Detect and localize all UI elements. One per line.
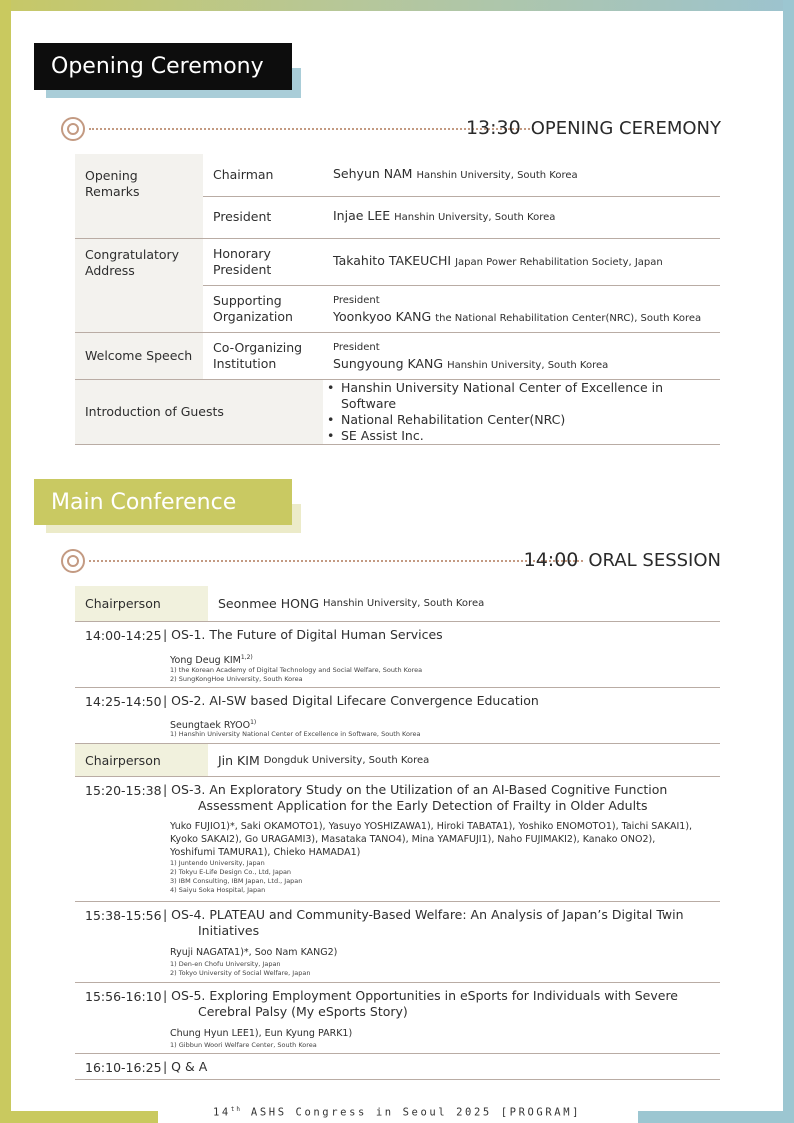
president-name: Injae LEE [333, 208, 391, 223]
top-border [0, 0, 794, 11]
chairperson-name: Seonmee HONG [218, 596, 320, 611]
session-row-os1 [75, 622, 720, 688]
chairperson-name-cell [218, 744, 429, 776]
session-time: 14:00 [523, 549, 579, 571]
session-name: ORAL SESSION [588, 550, 721, 571]
introduction-cell [75, 379, 323, 444]
opening-remarks-label: Opening Remarks [85, 168, 140, 199]
guests-list [323, 380, 710, 444]
oral-session-title [524, 549, 721, 571]
welcome-speech-label: Welcome Speech [85, 347, 193, 363]
opening-ceremony-title: Opening Ceremony [51, 54, 264, 79]
session-title: | Q & A [163, 1059, 208, 1074]
president-affiliation: Hanshin University, South Korea [394, 212, 556, 223]
opening-ceremony-table [75, 154, 720, 445]
coorg-name: Sungyoung KANG [333, 355, 444, 371]
author-names: Seungtaek RYOO [170, 720, 251, 732]
name-cell [323, 238, 720, 285]
opening-session-title [466, 117, 721, 139]
author-line: Yoshifumi TAMURA1), Chieko HAMADA1) [170, 847, 361, 858]
supporting-role: Supporting [213, 292, 282, 308]
role-cell [203, 332, 323, 379]
affiliation-line: 2) Tokyo University of Social Welfare, Japan [170, 969, 311, 977]
chairman-name: Sehyun NAM [333, 165, 413, 181]
author-line: Yuko FUJIO1)*, Saki OKAMOTO1), Yasuyo YOSHIZAWA1), Hiroki TABATA1), Yoshiko ENOMOTO1), Taichi SAKAI1), [170, 821, 693, 832]
guest-item: • National Rehabilitation Center(NRC) [323, 412, 710, 428]
honorary-affiliation: Japan Power Rehabilitation Society, Japan [455, 256, 663, 268]
session-title-line: | OS-3. An Exploratory Study on the Utilization of an AI-Based Cognitive Function [163, 782, 668, 797]
chairman-role: Chairman [213, 166, 274, 182]
session-title: | OS-1. The Future of Digital Human Services [163, 627, 443, 642]
chairperson-label: Chairperson [75, 586, 208, 621]
session-row-qa [75, 1054, 720, 1080]
left-border [0, 0, 11, 1123]
affiliation-line: 1) Juntendo University, Japan [170, 859, 265, 867]
affiliation-line: 1) the Korean Academy of Digital Technology and Social Welfare, South Korea [170, 666, 423, 674]
role-cell [203, 154, 323, 196]
chairperson-row [75, 586, 720, 622]
name-cell [323, 285, 720, 332]
welcome-speech-cell [75, 332, 203, 379]
affiliation-line: 4) Saiyu Soka Hospital, Japan [170, 886, 266, 894]
affiliation-line: 1) Gibbun Woori Welfare Center, South Korea [170, 1041, 317, 1049]
session-affiliations [170, 1041, 317, 1050]
footer-number: 14 [212, 1106, 231, 1119]
author-line: Kyoko SAKAI2), Go URAGAMI3), Masataka TANO4), Mina YAMAFUJI1), Naho FUJIMAKI2), Kanako ONO2), [170, 834, 656, 845]
circle-icon [61, 117, 85, 141]
session-row-os2 [75, 688, 720, 744]
session-time: 15:56-16:10 [85, 989, 162, 1004]
chairperson-name-cell [218, 586, 484, 621]
session-title [163, 782, 713, 814]
session-authors: Chung Hyun LEE1), Eun Kyung PARK1) [170, 1028, 353, 1039]
session-authors [170, 651, 710, 667]
supporting-role-2: Organization [213, 308, 293, 324]
session-row-os5 [75, 983, 720, 1054]
session-title-line: Assessment Application for the Early Detection of Frailty in Older Adults [198, 798, 648, 813]
affiliation-line: 1) Hanshin University National Center of Excellence in Software, South Korea [170, 730, 421, 738]
footer-title: ASHS Congress in Seoul 2025 [PROGRAM] [242, 1106, 582, 1119]
role-cell [203, 285, 323, 332]
dotted-divider [89, 560, 583, 562]
session-authors: Ryuji NAGATA1)*, Soo Nam KANG2) [170, 947, 338, 958]
session-title-line: | OS-5. Exploring Employment Opportunities in eSports for Individuals with Severe [163, 988, 679, 1003]
coorg-role-2: Institution [213, 355, 277, 371]
chairperson-row [75, 744, 720, 777]
circle-icon [61, 549, 85, 573]
affiliation-line: 3) IBM Consulting, IBM Japan, Ltd., Japan [170, 877, 303, 885]
session-row-os4 [75, 902, 720, 983]
role-cell [203, 196, 323, 238]
main-conference-title: Main Conference [51, 489, 237, 515]
coorg-role: Co-Organizing [213, 339, 303, 355]
chairperson-affiliation: Hanshin University, South Korea [323, 598, 485, 609]
congratulatory-cell [75, 238, 203, 332]
session-name: OPENING CEREMONY [530, 118, 721, 139]
affiliation-line: 1) Den-en Chofu University, Japan [170, 960, 281, 968]
chairperson-name: Jin KIM [218, 752, 260, 768]
guest-item: • SE Assist Inc. [323, 428, 710, 444]
supporting-name: Yoonkyoo KANG [333, 308, 432, 324]
main-conference-heading [34, 479, 292, 525]
address-label: Address [85, 262, 135, 278]
session-affiliations [170, 960, 310, 978]
author-names: Yong Deug KIM [170, 655, 241, 667]
session-title-line: Cerebral Palsy (My eSports Story) [198, 1004, 408, 1019]
session-time: 15:20-15:38 [85, 783, 162, 798]
session-row-os3 [75, 777, 720, 902]
name-cell [323, 154, 720, 196]
session-authors [170, 820, 710, 859]
session-title-line: Initiatives [198, 923, 260, 938]
right-border [783, 0, 794, 1123]
honorary-role: Honorary [213, 245, 271, 261]
honorary-name: Takahito TAKEUCHI [333, 252, 452, 268]
guests-cell [323, 379, 720, 444]
session-title: | OS-2. AI-SW based Digital Lifecare Convergence Education [163, 693, 539, 708]
session-title-line: | OS-4. PLATEAU and Community-Based Welfare: An Analysis of Japan’s Digital Twin [163, 907, 684, 922]
chairman-affiliation: Hanshin University, South Korea [416, 169, 578, 181]
coorg-affiliation: Hanshin University, South Korea [447, 359, 609, 371]
session-affiliations [170, 859, 302, 895]
role-cell [203, 238, 323, 285]
session-time: 15:38-15:56 [85, 908, 162, 923]
introduction-label: Introduction of Guests [85, 404, 224, 419]
affiliation-line: 2) Tokyu E-Life Design Co., Ltd, Japan [170, 868, 292, 876]
oral-session-header [61, 549, 721, 577]
name-cell [323, 196, 720, 238]
session-title [163, 988, 713, 1020]
session-time: 14:25-14:50 [85, 694, 162, 709]
president-role: President [213, 209, 272, 224]
session-affiliations [170, 730, 420, 739]
honorary-role-2: President [213, 261, 272, 277]
footer-ordinal: th [230, 1106, 243, 1113]
opening-session-header [61, 117, 721, 145]
author-sup: 1,2) [240, 654, 253, 661]
congratulatory-label: Congratulatory [85, 246, 180, 262]
guest-item: • Hanshin University National Center of Excellence in Software [323, 380, 710, 412]
name-cell [323, 332, 720, 379]
affiliation-line: 2) SungKongHoe University, South Korea [170, 675, 303, 683]
footer [0, 1106, 794, 1119]
supporting-affiliation: the National Rehabilitation Center(NRC), South Korea [435, 312, 702, 324]
opening-ceremony-heading [34, 43, 292, 90]
session-time: 16:10-16:25 [85, 1060, 162, 1075]
supporting-title: President [333, 294, 380, 306]
coorg-title: President [333, 341, 380, 353]
author-sup: 1) [250, 719, 257, 726]
session-title [163, 907, 713, 939]
chairperson-affiliation: Dongduk University, South Korea [263, 754, 430, 766]
session-time: 13:30 [465, 117, 521, 139]
chairperson-label: Chairperson [75, 744, 208, 776]
session-affiliations [170, 666, 422, 684]
session-time: 14:00-14:25 [85, 628, 162, 643]
opening-remarks-cell [75, 154, 203, 238]
